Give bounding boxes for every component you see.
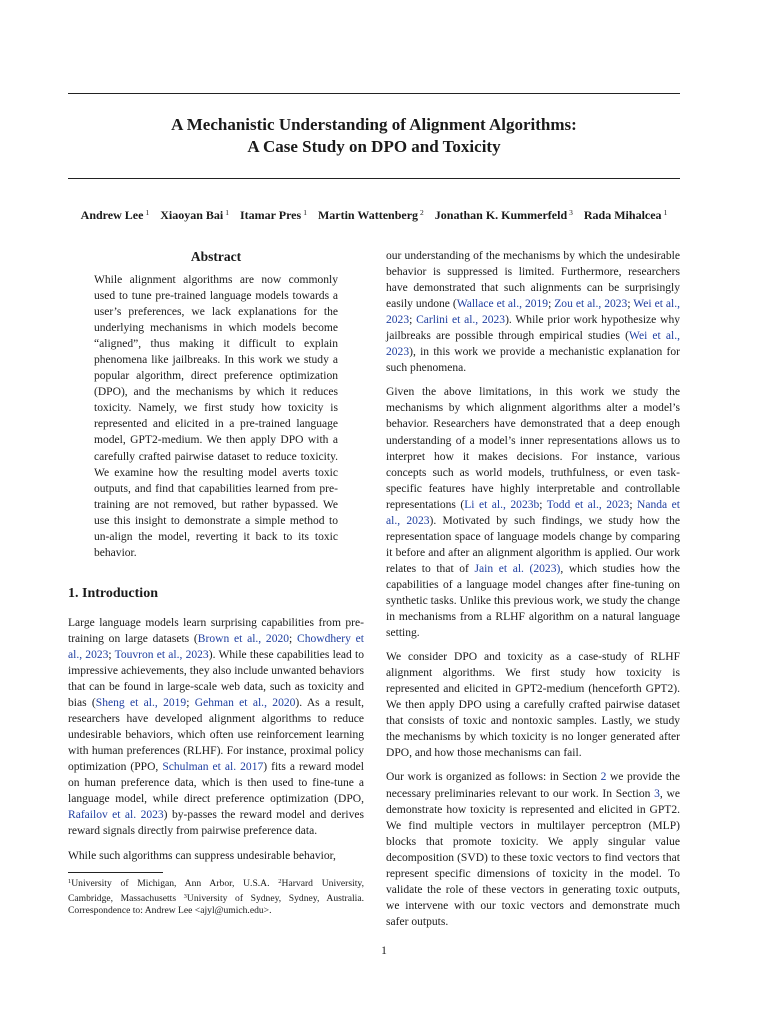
author: Rada Mihalcea $^1$ (583, 208, 668, 222)
abstract-heading: Abstract (190, 249, 242, 264)
section-heading-introduction: 1. Introduction (68, 585, 158, 601)
citation-link[interactable]: Wei et al., 2023 (386, 298, 680, 327)
citation-link[interactable]: Carlini et al., 2023 (416, 314, 506, 327)
citation-link[interactable]: Gehman et al., 2020 (194, 697, 296, 710)
footnote-rule (68, 872, 163, 873)
section-reference-link[interactable]: 2 (600, 771, 607, 784)
right-column (386, 248, 680, 938)
author: Xiaoyan Bai $^1$ (160, 208, 229, 222)
author: Martin Wattenberg $^2$ (317, 208, 424, 222)
abstract-text: While alignment algorithms are now commonly used to tune pre-trained language models towards a user’s preferences, we lack explanations for the underlying mechanisms in which models become “aligned”, thus making it difficult to explain phenomena like jailbreaks. In this work we study a popular algorithm, direct preference optimization (DPO), and the mechanisms by which it reduces toxicity. Namely, we first study how toxicity is represented and elicited in a pre-trained language model, GPT2-medium. We then apply DPO with a carefully crafted pairwise dataset to reduce toxicity. We examine how the resulting model averts toxic outputs, and find that capabilities learned from pre-training are not removed, but rather bypassed. We use this insight to demonstrate a simple method to un-align the model, reverting it back to its toxic behavior. (94, 274, 338, 559)
citation-link[interactable]: Wallace et al., 2019 (456, 298, 549, 311)
author: Andrew Lee $^1$ (80, 208, 150, 222)
citation-link[interactable]: Li et al., 2023b (464, 498, 540, 511)
paragraph: Our work is organized as follows: in Section 2 we provide the necessary preliminaries relevant to our work. In Section 3, we demonstrate how toxicity is represented and elicited in GPT2. We find multiple vectors in multilayer perceptron (MLP) blocks that promote toxicity. We apply singular value decomposition (SVD) to these toxic vectors to find vectors that represent specific dimensions of toxicity in the model. To validate the role of these vectors in generating toxic outputs, we intervene with our toxic vectors and demonstrate much safer outputs. (386, 771, 680, 928)
author-list (60, 205, 688, 223)
citation-link[interactable]: Todd et al., 2023 (546, 498, 630, 511)
citation-link[interactable]: Chowdhery et al., 2023 (68, 632, 364, 661)
citation-link[interactable]: Schulman et al. 2017 (162, 761, 264, 774)
citation-link[interactable]: Wei et al., 2023 (386, 330, 680, 359)
author: Jonathan K. Kummerfeld $^3$ (434, 208, 573, 222)
page-number: 1 (381, 945, 387, 957)
title-line-2: A Case Study on DPO and Toxicity (247, 137, 501, 156)
top-rule (68, 93, 680, 94)
section-reference-link[interactable]: 3 (654, 787, 660, 800)
intro-paragraph-2: While such algorithms can suppress undesirable behavior, (68, 849, 336, 862)
citation-link[interactable]: Nanda et al., 2023 (386, 498, 680, 527)
paragraph: our understanding of the mechanisms by which the undesirable behavior is suppressed is limited. Furthermore, researchers have demonstrated that such alignments can be surprisingly easily undone (Wallace et al., 2019; Zou et al., 2023; Wei et al., 2023; Carlini et al., 2023). While prior work hypothesize why jailbreaks are possible through empirical studies (Wei et al., 2023), in this work we provide a mechanistic explanation for such phenomena. (386, 250, 680, 375)
paragraph: We consider DPO and toxicity as a case-study of RLHF alignment algorithms. We first study how toxicity is represented and elicited in GPT2-medium (henceforth GPT2). We then apply DPO using a carefully crafted pairwise dataset that consists of toxic and nontoxic samples. Lastly, we study the mechanisms by which toxicity is no longer generated after DPO, and how those mechanisms can fail. (386, 651, 680, 760)
citation-link[interactable]: Rafailov et al. 2023 (68, 809, 164, 822)
citation-link[interactable]: Touvron et al., 2023 (114, 648, 209, 661)
citation-link[interactable]: Brown et al., 2020 (197, 632, 290, 645)
citation-link[interactable]: Jain et al. (2023) (474, 562, 561, 575)
title-line-1: A Mechanistic Understanding of Alignment Algorithms: (171, 115, 577, 134)
author: Itamar Pres $^1$ (239, 208, 307, 222)
citation-link[interactable]: Sheng et al., 2019 (95, 697, 187, 710)
affiliation-footnote: $^1$University of Michigan, Ann Arbor, U.S.A. $^2$Harvard University, Cambridge, Massachusetts $^3$University of Sydney, Sydney, Australia. Correspondence to: Andrew Lee <ajyl@umich.edu>. (68, 872, 364, 918)
intro-paragraph-1: Large language models learn surprising capabilities from pre-training on large datasets (Brown et al., 2020; Chowdhery et al., 2023; Touvron et al., 2023). While these capabilities lead to impressive achievements, they also include unwanted behaviors that can be found in large-scale web data, such as toxicity and bias (Sheng et al., 2019; Gehman et al., 2020). As a result, researchers have developed alignment algorithms to reduce undesirable behaviors, which often use reinforcement learning with human preferences (RLHF). For instance, proximal policy optimization (PPO, Schulman et al. 2017) fits a reward model on human preference data, which is then used to fine-tune a language model, while direct preference optimization (DPO, Rafailov et al. 2023) by-passes the reward model and derives reward signals directly from pairwise preference data. (68, 616, 364, 838)
left-column (68, 248, 364, 872)
title-bottom-rule (68, 178, 680, 179)
paper-title (68, 114, 680, 158)
citation-link[interactable]: Zou et al., 2023 (554, 298, 628, 311)
paragraph: Given the above limitations, in this work we study the mechanisms by which alignment algorithms alter a model’s behavior. Researchers have demonstrated that a deep enough understanding of a model’s inner representations allows us to interpret how it makes decisions. For instance, various concepts such as world models, truthfulness, or even task-specific features have highly interpretable and controllable representations (Li et al., 2023b; Todd et al., 2023; Nanda et al., 2023). Motivated by such findings, we study how the representation space of language models change by comparing it before and after an alignment algorithm is applied. Our work relates to that of Jain et al. (2023), which studies how the capabilities of a language model changes after fine-tuning on synthetic tasks. Unlike this previous work, we study the change in mechanisms from a RLHF algorithm on a natural language setting. (386, 386, 680, 640)
